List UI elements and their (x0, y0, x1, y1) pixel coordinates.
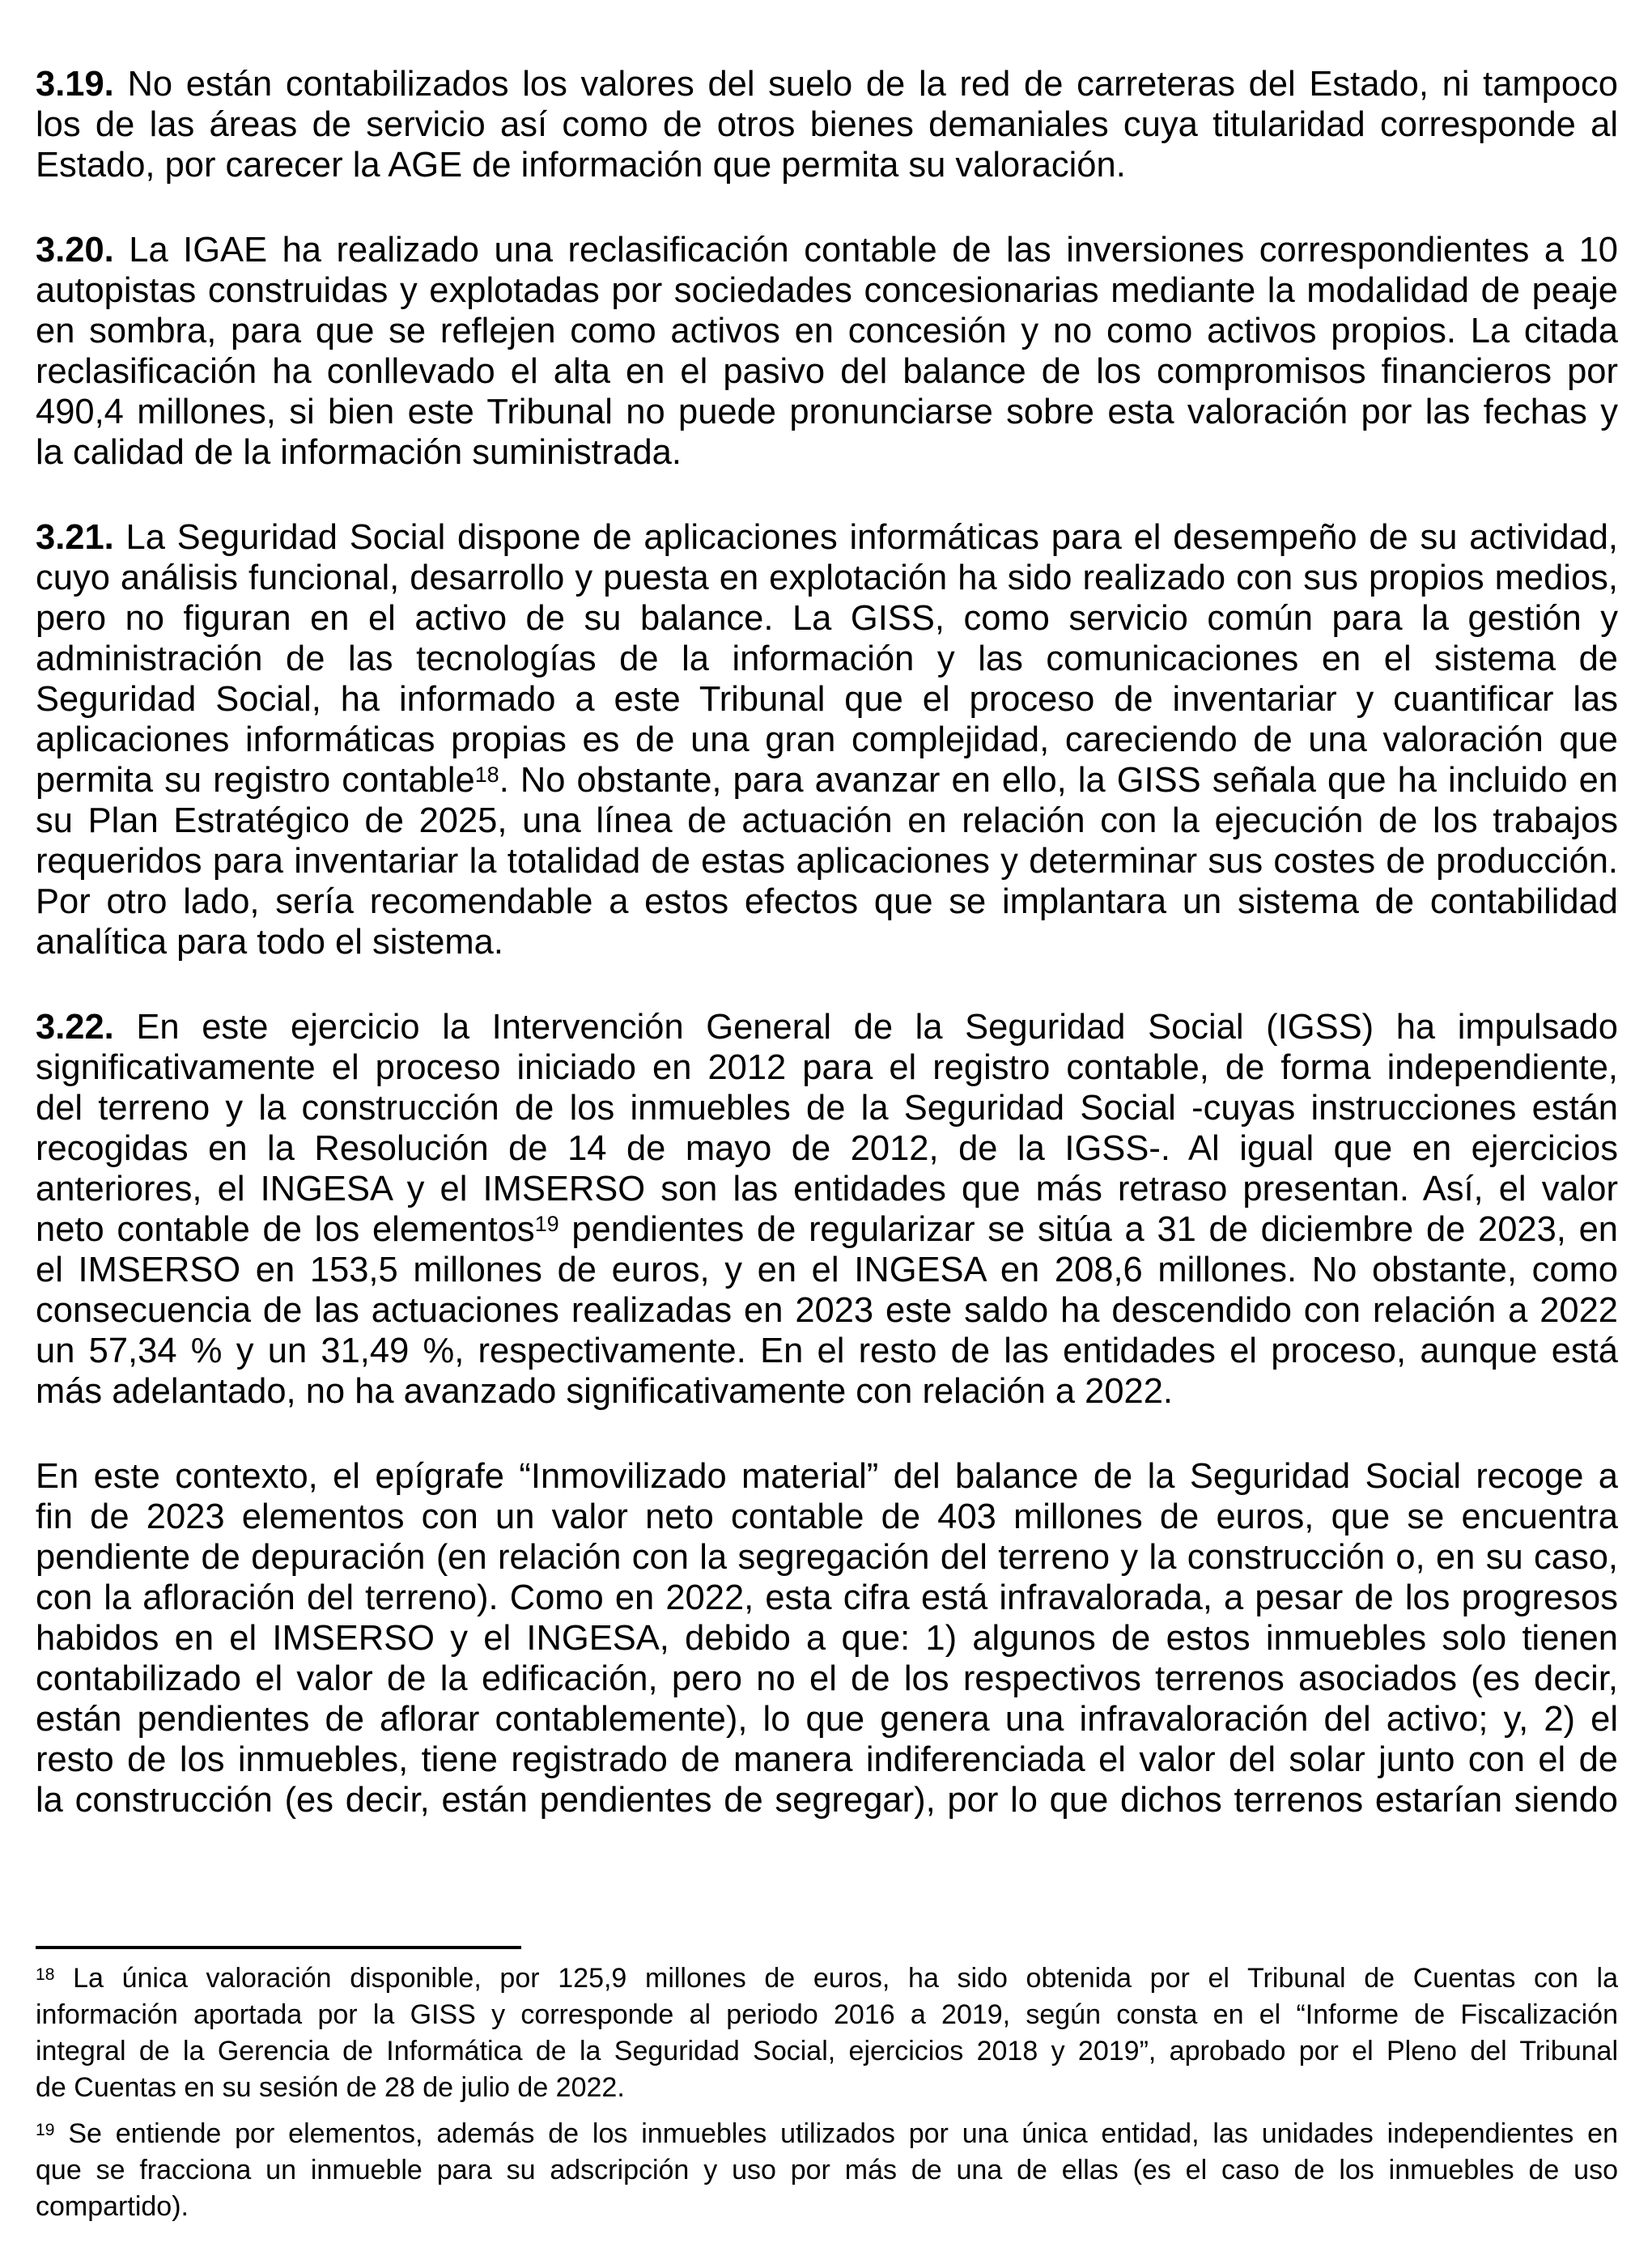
text-line (36, 2033, 1618, 2070)
text-line (36, 392, 1618, 432)
text-line (36, 558, 1618, 598)
text-run: significativamente el proceso iniciado en 2012 para el registro contable, de forma independiente, (36, 1048, 1618, 1087)
footnote-reference-superscript: 18 (36, 1965, 55, 1984)
text-run: los de las áreas de servicio así como de otros bienes demaniales cuya titularidad corresponde al (36, 105, 1618, 144)
footnote-reference-superscript: 19 (36, 2120, 55, 2139)
text-run: en sombra, para que se reflejen como activos en concesión y no como activos propios. La citada (36, 312, 1618, 350)
text-run: Por otro lado, sería recomendable a estos efectos que se implantara un sistema de contabilidad (36, 882, 1618, 921)
paragraph-3-21 (36, 517, 1618, 962)
text-run: En este ejercicio la Intervención General de la Seguridad Social (IGSS) ha impulsado (113, 1008, 1618, 1047)
text-run: la construcción (es decir, están pendientes de segregar), por lo que dichos terrenos estarían siendo (36, 1781, 1618, 1820)
text-line (36, 1960, 1618, 1997)
text-line (36, 432, 1618, 473)
paragraph-number: 3.21. (36, 518, 114, 557)
footnotes-section (36, 1946, 1618, 2235)
footnote-separator (36, 1946, 521, 1949)
text-run: . No obstante, para avanzar en ello, la GISS señala que ha incluido en (499, 761, 1618, 800)
text-run: neto contable de los elementos (36, 1210, 535, 1249)
footnote-reference-superscript: 19 (534, 1211, 559, 1236)
text-line (36, 1997, 1618, 2033)
text-run: La única valoración disponible, por 125,9 millones de euros, ha sido obtenida por el Tribunal de Cuentas con la (54, 1963, 1618, 1994)
text-line (36, 1537, 1618, 1578)
text-run: reclasificación ha conllevado el alta en el pasivo del balance de los compromisos financieros por (36, 352, 1618, 391)
text-line (36, 1780, 1618, 1820)
paragraph-number: 3.20. (36, 231, 114, 270)
text-run: resto de los inmuebles, tiene registrado de manera indiferenciada el valor del solar junto con el de (36, 1740, 1618, 1779)
text-run: habidos en el IMSERSO y el INGESA, debido a que: 1) algunos de estos inmuebles solo tienen (36, 1619, 1618, 1658)
text-run: su Plan Estratégico de 2025, una línea de actuación en relación con la ejecución de los trabajos (36, 801, 1618, 840)
text-run: están pendientes de aflorar contablemente), lo que genera una infravaloración del activo; y, 2) el (36, 1700, 1618, 1739)
text-line (36, 1497, 1618, 1537)
text-line (36, 2116, 1618, 2152)
text-line (36, 801, 1618, 841)
text-run: No están contabilizados los valores del suelo de la red de carreteras del Estado, ni tampoco (113, 65, 1618, 104)
text-run: que se fracciona un inmueble para su adscripción y uso por más de una de ellas (es el caso de los inmuebles de uso (36, 2155, 1618, 2185)
text-line (36, 2189, 1618, 2225)
text-run: Estado, por carecer la AGE de información que permita su valoración. (36, 146, 1126, 185)
text-run: La Seguridad Social dispone de aplicaciones informáticas para el desempeño de su actividad, (113, 518, 1618, 557)
text-run: cuyo análisis funcional, desarrollo y puesta en explotación ha sido realizado con sus propios medios, (36, 559, 1618, 597)
footnote-18 (36, 1960, 1618, 2106)
text-run: de Cuentas en su sesión de 28 de julio de 2022. (36, 2072, 625, 2103)
text-line (36, 1739, 1618, 1780)
text-line (36, 841, 1618, 881)
text-run: analítica para todo el sistema. (36, 923, 503, 962)
text-run: contabilizado el valor de la edificación, pero no el de los respectivos terrenos asociados (es decir, (36, 1659, 1618, 1698)
text-line (36, 1456, 1618, 1497)
text-run: fin de 2023 elementos con un valor neto contable de 403 millones de euros, que se encuentra (36, 1497, 1618, 1536)
text-run: En este contexto, el epígrafe “Inmovilizado material” del balance de la Seguridad Social recoge a (36, 1457, 1618, 1496)
text-run: permita su registro contable (36, 761, 475, 800)
text-run: autopistas construidas y explotadas por sociedades concesionarias mediante la modalidad de peaje (36, 271, 1618, 310)
text-run: pero no figuran en el activo de su balance. La GISS, como servicio común para la gestión y (36, 599, 1618, 638)
text-run: La IGAE ha realizado una reclasificación contable de las inversiones correspondientes a 10 (113, 231, 1618, 270)
text-line (36, 517, 1618, 558)
paragraph-3-19 (36, 64, 1618, 185)
text-run: anteriores, el INGESA y el IMSERSO son las entidades que más retraso presentan. Así, el valor (36, 1170, 1618, 1208)
paragraph-number: 3.22. (36, 1008, 114, 1047)
text-line (36, 598, 1618, 639)
text-line (36, 720, 1618, 760)
footnote-reference-superscript: 18 (474, 762, 499, 787)
text-run: pendientes de regularizar se sitúa a 31 de diciembre de 2023, en (558, 1210, 1618, 1249)
text-line (36, 1290, 1618, 1331)
paragraph-context (36, 1456, 1618, 1820)
text-line (36, 1331, 1618, 1371)
text-line (36, 679, 1618, 720)
text-run: información aportada por la GISS y corresponde al periodo 2016 a 2019, según consta en el “Informe de Fiscalización (36, 1999, 1618, 2030)
text-line (36, 1618, 1618, 1659)
text-run: el IMSERSO en 153,5 millones de euros, y en el INGESA en 208,6 millones. No obstante, como (36, 1251, 1618, 1289)
text-run: con la afloración del terreno). Como en 2022, esta cifra está infravalorada, a pesar de los progresos (36, 1578, 1618, 1617)
text-line (36, 145, 1618, 185)
body-text (36, 64, 1618, 1820)
text-run: del terreno y la construcción de los inmuebles de la Seguridad Social -cuyas instrucciones están (36, 1089, 1618, 1128)
paragraph-number: 3.19. (36, 65, 114, 104)
paragraph-3-22 (36, 1007, 1618, 1412)
text-run: Seguridad Social, ha informado a este Tribunal que el proceso de inventariar y cuantificar las (36, 680, 1618, 719)
text-run: 490,4 millones, si bien este Tribunal no puede pronunciarse sobre esta valoración por las fechas y (36, 393, 1618, 431)
text-line (36, 1659, 1618, 1699)
text-line (36, 922, 1618, 962)
text-run: aplicaciones informáticas propias es de una gran complejidad, careciendo de una valoración que (36, 720, 1618, 759)
text-run: integral de la Gerencia de Informática de la Seguridad Social, ejercicios 2018 y 2019”, aprobado por el Pleno del Tribunal (36, 2036, 1618, 2066)
text-run: un 57,34 % y un 31,49 %, respectivamente. En el resto de las entidades el proceso, aunque está (36, 1332, 1618, 1370)
text-line (36, 760, 1618, 801)
text-line (36, 1250, 1618, 1290)
text-line (36, 881, 1618, 922)
text-line (36, 104, 1618, 145)
text-line (36, 351, 1618, 392)
text-line (36, 270, 1618, 311)
text-line (36, 1699, 1618, 1739)
text-run: pendiente de depuración (en relación con la segregación del terreno y la construcción o, en su caso, (36, 1538, 1618, 1577)
text-run: consecuencia de las actuaciones realizadas en 2023 este saldo ha descendido con relación a 2022 (36, 1291, 1618, 1330)
text-line (36, 1007, 1618, 1047)
text-line (36, 1088, 1618, 1128)
text-run: Se entiende por elementos, además de los inmuebles utilizados por una única entidad, las unidades independientes en (54, 2118, 1618, 2149)
text-run: más adelantado, no ha avanzado significativamente con relación a 2022. (36, 1372, 1174, 1411)
text-line (36, 311, 1618, 351)
footnote-19 (36, 2116, 1618, 2225)
text-line (36, 1128, 1618, 1169)
text-line (36, 1169, 1618, 1209)
text-line (36, 639, 1618, 679)
text-line (36, 2152, 1618, 2189)
text-line (36, 1371, 1618, 1412)
text-line (36, 1209, 1618, 1250)
text-line (36, 64, 1618, 104)
text-line (36, 2070, 1618, 2106)
text-run: compartido). (36, 2191, 189, 2222)
text-run: administración de las tecnologías de la información y las comunicaciones en el sistema de (36, 639, 1618, 678)
text-run: la calidad de la información suministrada. (36, 433, 682, 472)
text-line (36, 1047, 1618, 1088)
text-line (36, 1578, 1618, 1618)
text-line (36, 230, 1618, 270)
paragraph-3-20 (36, 230, 1618, 473)
text-run: recogidas en la Resolución de 14 de mayo de 2012, de la IGSS-. Al igual que en ejercicios (36, 1129, 1618, 1168)
text-run: requeridos para inventariar la totalidad de estas aplicaciones y determinar sus costes de producción. (36, 842, 1618, 881)
